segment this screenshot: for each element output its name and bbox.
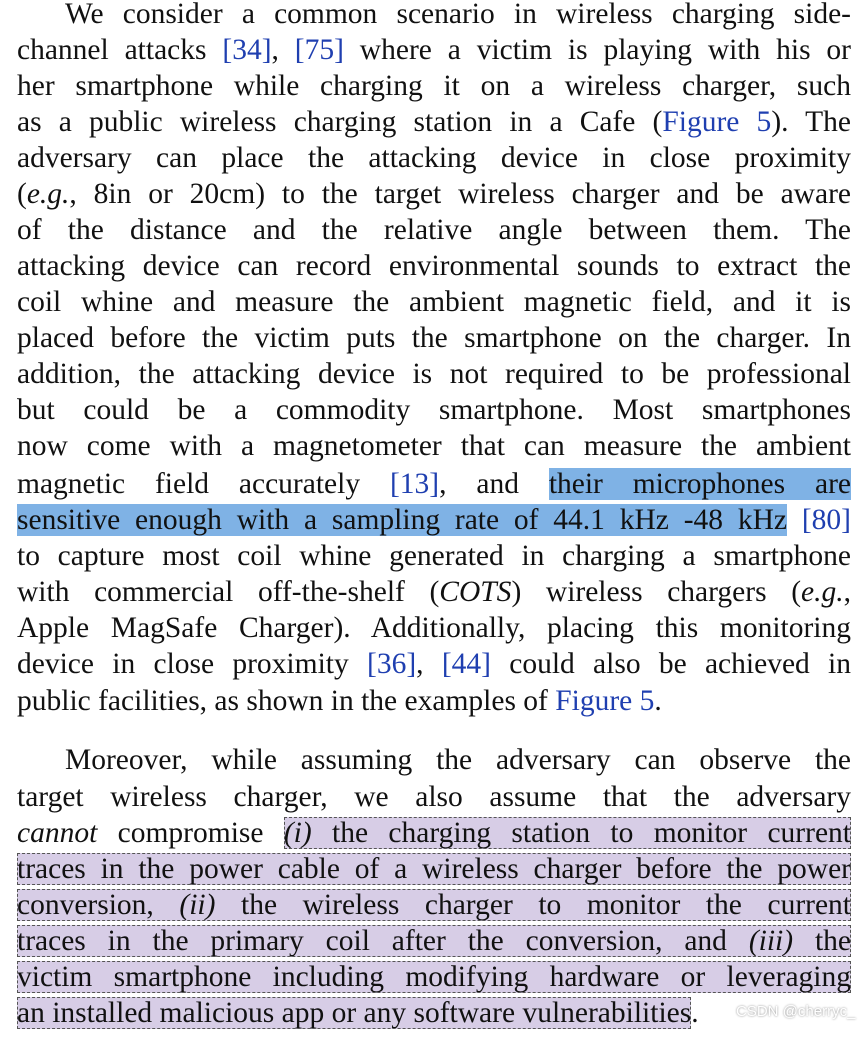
citation-link[interactable]: [34] — [222, 34, 272, 66]
p1-line-15 — [17, 502, 851, 538]
p2-line-2 — [17, 779, 851, 815]
text: ( — [17, 178, 27, 210]
p2-line-3 — [17, 815, 851, 851]
p2-line-5 — [17, 887, 851, 923]
italic-text: e.g. — [801, 576, 844, 608]
blue-highlight: sensitive enough with a sampling rate of 44.1 kHz -48 kHz — [17, 504, 788, 536]
purple-highlight: traces in the power cable of a wireless charger before the power — [17, 853, 851, 885]
p2-line-4 — [17, 851, 851, 887]
text: could also be achieved in — [490, 648, 852, 680]
text: , — [416, 648, 442, 680]
p1-line-14 — [17, 466, 851, 502]
text: device in close proximity — [17, 648, 367, 680]
text: now come with a magnetometer that can measure the ambient — [17, 430, 851, 462]
p1-line-9 — [17, 284, 851, 320]
italic-text: cannot — [17, 817, 98, 849]
italic-text: e.g. — [26, 178, 70, 210]
p1-line-6 — [17, 176, 851, 212]
p1-line-17 — [17, 574, 851, 610]
text: . — [654, 685, 662, 717]
text: ). The — [771, 106, 851, 138]
purple-highlight: traces in the primary coil after the conversion, and — [17, 925, 749, 957]
p2-line-8 — [17, 995, 851, 1031]
p1-line-7 — [17, 212, 851, 248]
text: where a victim is playing with his or — [343, 34, 852, 66]
figure-link[interactable]: Figure 5 — [555, 685, 655, 717]
text: as a public wireless charging station in a Cafe ( — [17, 106, 663, 138]
p1-line-5 — [17, 140, 851, 176]
text: coil whine and measure the ambient magnetic field, and it is — [17, 286, 851, 318]
p1-line-1 — [17, 0, 851, 32]
text: channel attacks — [17, 34, 223, 66]
text: , 8in or 20cm) to the target wireless charger and be aware — [69, 178, 851, 210]
p1-line-13 — [17, 428, 851, 464]
text: with commercial off-the-shelf ( — [17, 576, 440, 608]
purple-highlight: the charging station to monitor current — [311, 817, 851, 849]
purple-highlight: an installed malicious app or any software vulnerabilities — [17, 997, 692, 1029]
text: , — [271, 34, 295, 66]
text: attacking device can record environmental sounds to extract the — [17, 250, 851, 282]
p1-line-16 — [17, 538, 851, 574]
p1-line-10 — [17, 320, 851, 356]
citation-link[interactable]: [13] — [389, 468, 440, 500]
text: magnetic field accurately — [17, 468, 390, 500]
purple-highlight: victim smartphone including modifying hardware or leveraging — [17, 961, 851, 993]
text: ) wireless chargers ( — [511, 576, 802, 608]
p1-line-3 — [17, 68, 851, 104]
text: Apple MagSafe Charger). Additionally, placing this monitoring — [17, 612, 851, 644]
p2-line-6 — [17, 923, 851, 959]
text: adversary can place the attacking device in close proximity — [17, 142, 851, 174]
figure-link[interactable]: Figure 5 — [662, 106, 772, 138]
text: Moreover, while assuming the adversary can observe the — [65, 744, 851, 776]
purple-highlight-italic: (iii) — [748, 925, 794, 957]
p1-line-18 — [17, 610, 851, 646]
p2-line-7 — [17, 959, 851, 995]
text: to capture most coil whine generated in charging a smartphone — [17, 540, 851, 572]
text: , — [843, 576, 851, 608]
text: , and — [439, 468, 549, 500]
citation-link[interactable]: [36] — [367, 648, 417, 680]
text: placed before the victim puts the smartphone on the charger. In — [17, 322, 851, 354]
p1-line-20 — [17, 683, 851, 719]
p1-line-4 — [17, 104, 851, 140]
purple-highlight: the wireless charger to monitor the current — [215, 889, 852, 921]
text: addition, the attacking device is not required to be professional — [17, 358, 851, 390]
text: but could be a commodity smartphone. Most smartphones — [17, 394, 851, 426]
watermark: CSDN @cherryc_ — [736, 1003, 856, 1020]
purple-highlight: the — [793, 925, 851, 957]
text: We consider a common scenario in wireless charging side- — [65, 0, 851, 30]
text: . — [691, 997, 699, 1029]
purple-highlight-italic: (ii) — [179, 889, 216, 921]
p1-line-19 — [17, 646, 851, 682]
text: public facilities, as shown in the examples of — [17, 685, 556, 717]
text: of the distance and the relative angle between them. The — [17, 214, 851, 246]
p1-line-12 — [17, 392, 851, 428]
p2-line-1 — [17, 742, 851, 778]
citation-link[interactable]: [44] — [441, 648, 491, 680]
text: compromise — [97, 817, 284, 849]
text: her smartphone while charging it on a wireless charger, such — [17, 70, 851, 102]
blue-highlight: their microphones are — [548, 468, 851, 500]
purple-highlight: conversion, — [17, 889, 180, 921]
p1-line-11 — [17, 356, 851, 392]
citation-link[interactable]: [75] — [294, 34, 344, 66]
p1-line-8 — [17, 248, 851, 284]
text: target wireless charger, we also assume that the adversary — [17, 781, 851, 813]
citation-link[interactable]: [80] — [801, 504, 851, 536]
text — [787, 504, 802, 536]
p1-line-2 — [17, 32, 851, 68]
purple-highlight-italic: (i) — [283, 817, 312, 849]
italic-text: COTS — [439, 576, 512, 608]
